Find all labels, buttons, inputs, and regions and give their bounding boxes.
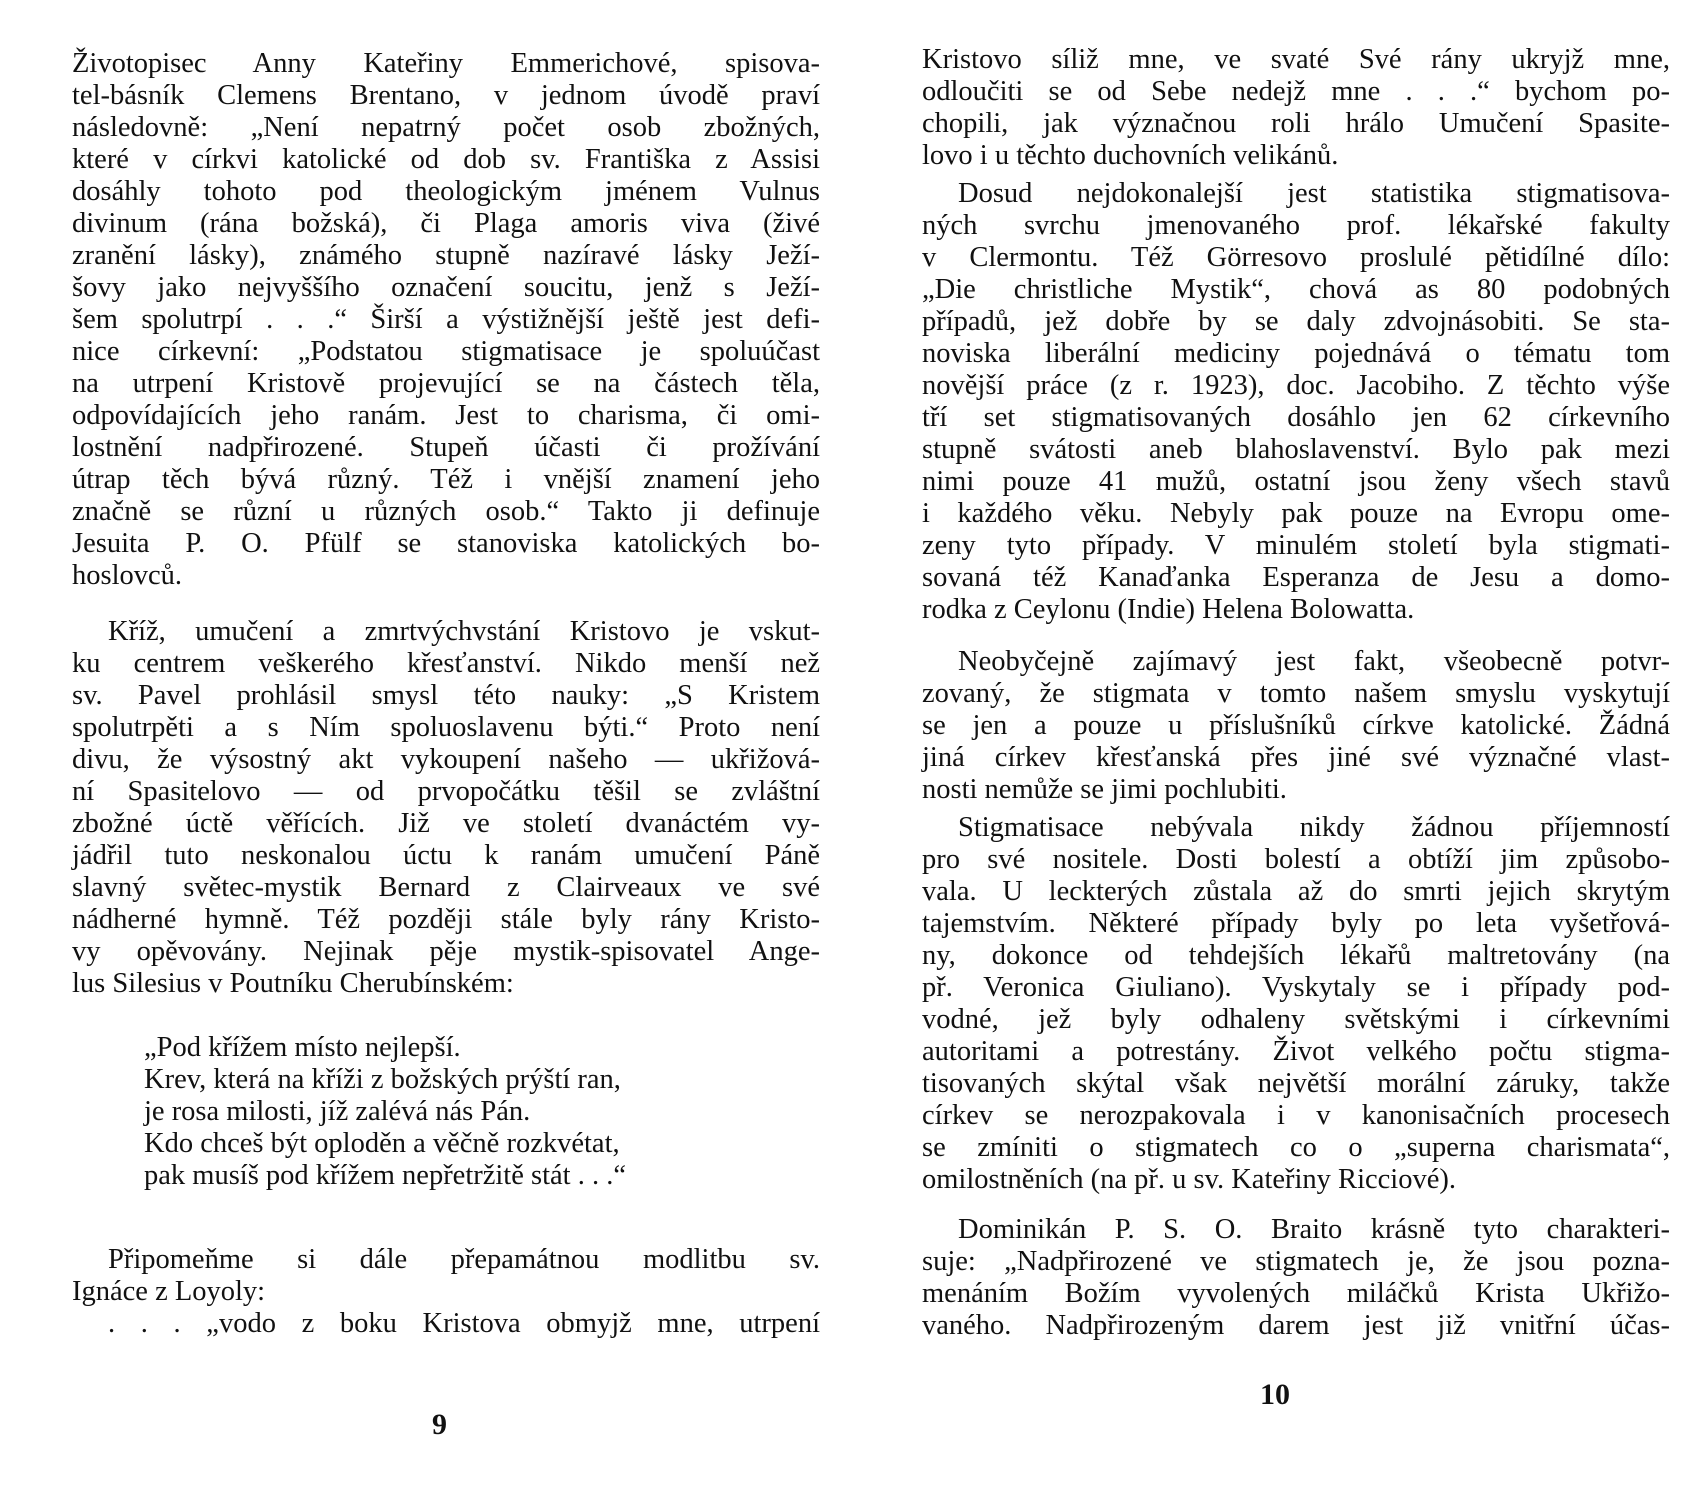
text-line: ku centrem veškerého křesťanství. Nikdo menší než <box>72 648 820 679</box>
verse-line: „Pod křížem místo nejlepší. <box>144 1032 461 1063</box>
page-number-right: 10 <box>1260 1378 1290 1411</box>
right-paragraph-1 <box>922 44 1670 172</box>
text-line: . . . „vodo z boku Kristova obmyjž mne, utrpení <box>108 1308 820 1339</box>
text-line: nimi pouze 41 mužů, ostatní jsou ženy všech stavů <box>922 466 1670 497</box>
text-line: lus Silesius v Poutníku Cherubínském: <box>72 968 514 999</box>
verse-line: Krev, která na kříži z božských prýští ran, <box>144 1064 621 1095</box>
text-line: Kříž, umučení a zmrtvýchvstání Kristovo je vskut- <box>108 616 820 647</box>
text-line: slavný světec-mystik Bernard z Clairveaux ve své <box>72 872 820 903</box>
text-line: sovaná též Kanaďanka Esperanza de Jesu a domo- <box>922 562 1670 593</box>
text-line: na utrpení Kristově projevující se na částech těla, <box>72 368 820 399</box>
text-line: spolutrpěti a s Ním spoluoslavenu býti.“ Proto není <box>72 712 820 743</box>
text-line: ných svrchu jmenovaného prof. lékařské fakulty <box>922 210 1670 241</box>
text-line: případů, jež dobře by se daly zdvojnásobiti. Se sta- <box>922 306 1670 337</box>
text-line: suje: „Nadpřirozené ve stigmatech je, že jsou pozna- <box>922 1246 1670 1277</box>
text-line: Dominikán P. S. O. Braito krásně tyto charakteri- <box>958 1214 1670 1245</box>
text-line: následovně: „Není nepatrný počet osob zbožných, <box>72 112 820 143</box>
text-line: se zmíniti o stigmatech co o „superna charismata“, <box>922 1132 1670 1163</box>
text-line: odpovídajících jeho ranám. Jest to charisma, či omi- <box>72 400 820 431</box>
text-line: stupně svátosti aneb blahoslavenství. Bylo pak mezi <box>922 434 1670 465</box>
text-line: ní Spasitelovo — od prvopočátku těšil se zvláštní <box>72 776 820 807</box>
text-line: autoritami a potrestány. Život velkého počtu stigma- <box>922 1036 1670 1067</box>
text-line: pro své nositele. Dosti bolestí a obtíží jim způsobo- <box>922 844 1670 875</box>
text-line: jádřil tuto neskonalou úctu k ranám umučení Páně <box>72 840 820 871</box>
text-line: značně se různí u různých osob.“ Takto ji definuje <box>72 496 820 527</box>
text-line: Neobyčejně zajímavý jest fakt, všeobecně potvr- <box>958 646 1670 677</box>
text-line: nice církevní: „Podstatou stigmatisace je spoluúčast <box>72 336 820 367</box>
right-paragraph-2 <box>922 178 1670 626</box>
text-line: útrap těch bývá různý. Též i vnější znamení jeho <box>72 464 820 495</box>
text-line: i každého věku. Nebyly pak pouze na Evropu ome- <box>922 498 1670 529</box>
right-paragraph-5 <box>922 1214 1670 1342</box>
verse-line: je rosa milosti, jíž zalévá nás Pán. <box>144 1096 531 1127</box>
left-paragraph-3 <box>72 1244 820 1340</box>
text-line: př. Veronica Giuliano). Vyskytaly se i případy pod- <box>922 972 1670 1003</box>
text-line: noviska liberální mediciny pojednává o tématu tom <box>922 338 1670 369</box>
text-line: Kristovo síliž mne, ve svaté Své rány ukryjž mne, <box>922 44 1670 75</box>
text-line: novější práce (z r. 1923), doc. Jacobiho. Z těchto výše <box>922 370 1670 401</box>
text-line: rodka z Ceylonu (Indie) Helena Bolowatta. <box>922 594 1415 625</box>
poem-verse <box>144 1032 626 1192</box>
text-line: divinum (rána božská), či Plaga amoris viva (živé <box>72 208 820 239</box>
text-line: lovo i u těchto duchovních velikánů. <box>922 140 1339 171</box>
text-line: vaného. Nadpřirozeným darem jest již vnitřní účas- <box>922 1310 1670 1341</box>
verse-line: pak musíš pod křížem nepřetržitě stát . . .“ <box>144 1160 626 1191</box>
verse-line: Kdo chceš být oploděn a věčně rozkvétat, <box>144 1128 620 1159</box>
text-line: Životopisec Anny Kateřiny Emmerichové, spisova- <box>72 48 820 79</box>
text-line: šovy jako nejvyššího označení soucitu, jenž s Ježí- <box>72 272 820 303</box>
right-paragraph-3 <box>922 646 1670 806</box>
text-line: divu, že výsostný akt vykoupení našeho — ukřižová- <box>72 744 820 775</box>
text-line: vy opěvovány. Nejinak pěje mystik-spisovatel Ange- <box>72 936 820 967</box>
text-line: dosáhly tohoto pod theologickým jménem Vulnus <box>72 176 820 207</box>
text-line: církev se nerozpakovala i v kanonisačních procesech <box>922 1100 1670 1131</box>
text-line: tisovaných skýtal však největší morální záruky, takže <box>922 1068 1670 1099</box>
text-line: Připomeňme si dále přepamátnou modlitbu sv. <box>108 1244 820 1275</box>
text-line: tří set stigmatisovaných dosáhlo jen 62 církevního <box>922 402 1670 433</box>
left-paragraph-2 <box>72 616 820 1000</box>
text-line: v Clermontu. Též Görresovo proslulé pětidílné dílo: <box>922 242 1670 273</box>
text-line: Dosud nejdokonalejší jest statistika stigmatisova- <box>958 178 1670 209</box>
text-line: tajemstvím. Některé případy byly po leta vyšetřová- <box>922 908 1670 939</box>
text-line: odloučiti se od Sebe nedejž mne . . .“ bychom po- <box>922 76 1670 107</box>
text-line: se jen a pouze u příslušníků církve katolické. Žádná <box>922 710 1670 741</box>
left-paragraph-1 <box>72 48 820 592</box>
text-line: „Die christliche Mystik“, chová as 80 podobných <box>922 274 1670 305</box>
right-page <box>852 0 1704 1500</box>
text-line: sv. Pavel prohlásil smysl této nauky: „S Kristem <box>72 680 820 711</box>
text-line: chopili, jak význačnou roli hrálo Umučení Spasite- <box>922 108 1670 139</box>
text-line: ny, dokonce od tehdejších lékařů maltretovány (na <box>922 940 1670 971</box>
text-line: omilostněních (na př. u sv. Kateřiny Ricciové). <box>922 1164 1456 1195</box>
text-line: vala. U leckterých zůstala až do smrti jejich skrytým <box>922 876 1670 907</box>
text-line: Stigmatisace nebývala nikdy žádnou příjemností <box>958 812 1670 843</box>
right-paragraph-4 <box>922 812 1670 1196</box>
text-line: menáním Božím vyvolených miláčků Krista Ukřižo- <box>922 1278 1670 1309</box>
text-line: jiná církev křesťanská přes jiné své význačné vlast- <box>922 742 1670 773</box>
text-line: hoslovců. <box>72 560 183 591</box>
page-number-left: 9 <box>432 1408 447 1441</box>
text-line: Jesuita P. O. Pfülf se stanoviska katolických bo- <box>72 528 820 559</box>
text-line: tel-básník Clemens Brentano, v jednom úvodě praví <box>72 80 820 111</box>
text-line: vodné, jež byly odhaleny světskými i církevními <box>922 1004 1670 1035</box>
text-line: Ignáce z Loyoly: <box>72 1276 266 1307</box>
text-line: zovaný, že stigmata v tomto našem smyslu vyskytují <box>922 678 1670 709</box>
text-line: zranění lásky), známého stupně nazíravé lásky Ježí- <box>72 240 820 271</box>
text-line: nádherné hymně. Též později stále byly rány Kristo- <box>72 904 820 935</box>
text-line: nosti nemůže se jimi pochlubiti. <box>922 774 1287 805</box>
text-line: zbožné úctě věřících. Již ve století dvanáctém vy- <box>72 808 820 839</box>
text-line: zeny tyto případy. V minulém století byla stigmati- <box>922 530 1670 561</box>
text-line: šem spolutrpí . . .“ Širší a výstižnější ještě jest defi- <box>72 304 820 335</box>
text-line: které v církvi katolické od dob sv. Františka z Assisi <box>72 144 820 175</box>
text-line: lostnění nadpřirozené. Stupeň účasti či prožívání <box>72 432 820 463</box>
